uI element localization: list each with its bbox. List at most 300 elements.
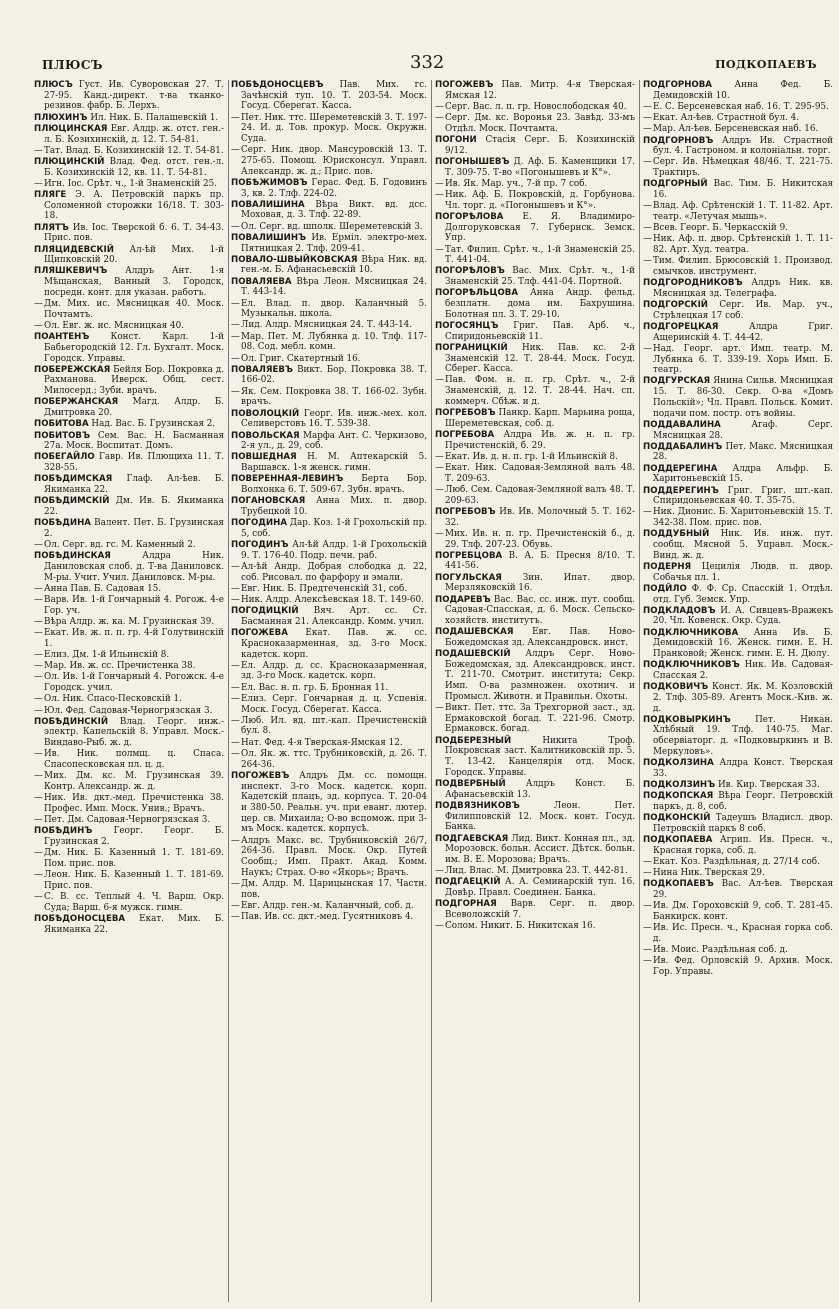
ditto-dash: —	[34, 320, 43, 331]
entry-surname: ПОГОДИНА	[231, 518, 287, 529]
directory-entry	[643, 791, 833, 812]
entry-details: Серг. Дм. кс. Воронья 23. Завѣд. 33-мъ Отдѣл. Моск. Почтамта.	[445, 113, 635, 134]
entry-details: Екат. Коз. Раздѣльная, д. 27/14 соб.	[653, 856, 820, 867]
entry-surname: ПОДЕРНЯ	[643, 561, 692, 572]
directory-entry	[643, 923, 833, 944]
directory-entry	[643, 956, 833, 977]
ditto-dash: —	[34, 661, 43, 672]
entry-surname: ПОДГОРНЫЙ	[643, 179, 708, 190]
entry-details: Екат. Ник. Садовая-Земляной валъ 48. Т. 209-63.	[445, 463, 635, 484]
ditto-dash: —	[231, 911, 240, 922]
entry-surname: ПОГРАНИЦКІЙ	[435, 342, 508, 353]
ditto-dash: —	[643, 507, 652, 518]
directory-entry	[435, 834, 635, 866]
entry-details: Евг. Пав. Ново-Божедомская зд. Александровск. инст.	[445, 627, 635, 648]
entry-details: Ив. Фед. Орловскій 9. Архив. Моск. Гор. Управы.	[653, 956, 833, 977]
entry-details: Ник. Ив. Садовая-Спасская 2.	[653, 660, 833, 681]
entry-details: Як. Сем. Покровка 38. Т. 166-02. Зубн. врачъ.	[241, 386, 427, 408]
ditto-dash: —	[231, 737, 240, 748]
entry-details: Вѣра Викт. вд. дсс. Моховая, д. 3. Тлф. 22-89.	[241, 199, 427, 221]
directory-entry	[34, 650, 224, 661]
ditto-dash: —	[435, 703, 444, 714]
directory-entry	[34, 332, 224, 364]
entry-details: Ол. Ив. 1-й Гончарный 4. Рогожск. 4-е Городск. учил.	[44, 672, 224, 694]
entry-details: Пав. Митр. 4-я Тверская-Ямская 12.	[445, 80, 635, 101]
entry-details: Тадеушъ Владисл. двор. Петровскій паркъ 8 соб.	[653, 813, 833, 834]
directory-entry	[231, 836, 427, 879]
directory-entry	[231, 452, 427, 473]
directory-entry	[34, 661, 224, 672]
entry-details: Берта Бор. Волхонка 6. Т. 509-67. Зубн. врачъ.	[241, 474, 427, 496]
ditto-dash: —	[231, 353, 240, 364]
entry-surname: ПОДГОРЕЦКАЯ	[643, 321, 719, 332]
ditto-dash: —	[435, 463, 444, 474]
directory-entry	[643, 901, 833, 922]
entry-surname: ПОВАЛИШИНЪ	[231, 232, 307, 243]
directory-entry	[643, 562, 833, 583]
entry-details: Мих. Ив. н. п. гр. Пречистенскій б., д. 29. Тлф. 207-23. Обувь.	[445, 528, 635, 550]
column-divider	[639, 80, 640, 1302]
entry-surname: ПОДГОРНОВЪ	[643, 135, 714, 146]
ditto-dash: —	[231, 112, 240, 123]
directory-entry	[643, 201, 833, 222]
entry-details: Вас. Мих. Срѣт. ч., 1-й Знаменскій 25. Тлф. 441-04. Портной.	[445, 266, 635, 288]
directory-entry	[643, 529, 833, 561]
directory-entry	[435, 485, 635, 506]
entry-details: Густ. Ив. Суворовская 27. Т. 27-95. Канд.-директ. т-ва тканко-резинов. фабр. Б. Лерхъ.	[44, 80, 224, 112]
entry-details: Екат. Ив. ж. п. п. гр. 4-й Голутвинскій 1.	[44, 628, 224, 649]
ditto-dash: —	[231, 386, 240, 397]
entry-details: Ив. Як. Мар. уч., 7-й пр. 7 соб.	[445, 178, 588, 189]
directory-entry	[34, 793, 224, 814]
directory-entry	[643, 758, 833, 779]
directory-entry	[34, 595, 224, 616]
entry-details: Пет. Дм. Садовая-Черногрязская 3.	[44, 815, 211, 826]
directory-entry	[435, 113, 635, 134]
directory-entry	[34, 299, 224, 320]
directory-entry	[231, 595, 427, 606]
entry-details: Цецилія Людв. п. двор. Собачья пл. 1.	[653, 561, 833, 583]
entry-details: Серг. Ив. Мар. уч., Стрѣлецкая 17 соб.	[653, 300, 833, 321]
directory-entry	[231, 277, 427, 298]
directory-entry	[34, 694, 224, 705]
entry-details: Нат. Фед. 4-я Тверская-Ямская 12.	[241, 737, 403, 748]
ditto-dash: —	[643, 124, 652, 135]
directory-entry	[435, 595, 635, 627]
entry-details: Алдръ Макс. вс. Трубниковскій 26/7, 264-36. Правл. Моск. Окр. Путей Сообщ.; Имп. Практ. Акад. Комм. Наукъ; Страх. О-во «Якорь»; Врачъ.	[241, 835, 427, 878]
entry-details: Ив. Кир. Тверская 33.	[717, 780, 820, 790]
directory-entry	[435, 463, 635, 484]
entry-surname: ПОДЙЛО	[643, 583, 687, 594]
directory-entry	[435, 921, 635, 932]
directory-entry	[34, 245, 224, 266]
ditto-dash: —	[231, 878, 240, 889]
ditto-dash: —	[231, 660, 240, 671]
entry-details: Алдра Конст. Тверская 33.	[653, 758, 833, 779]
entry-details: Евг. Ник. Б. Предтеченскій 31, соб.	[241, 583, 408, 594]
directory-entry	[435, 573, 635, 594]
entry-surname: ПОБѢДИНСКАЯ	[34, 551, 111, 562]
entry-details: А. А. Семинарскій туп. 16. Довѣр. Правл. Соединен. Банка.	[445, 877, 635, 899]
entry-details: Глаф. Ал-ѣев. Б. Якиманка 22.	[44, 474, 224, 496]
entry-surname: ПОГРЕБОВЪ	[435, 506, 496, 517]
ditto-dash: —	[34, 694, 43, 705]
directory-entry	[231, 606, 427, 627]
running-head-right: ПОДКОПАЕВЪ	[715, 58, 817, 71]
entry-details: Ник. Пав. кс. 2-й Знаменскій 12. Т. 28-44. Моск. Госуд. Сберег. Касса.	[445, 342, 635, 375]
entry-details: Мар. Ив. ж. сс. Пречистенка 38.	[44, 661, 196, 672]
entry-surname: ПОГРЕБОВЪ	[435, 408, 496, 419]
directory-entry	[643, 124, 833, 135]
directory-entry	[643, 157, 833, 178]
directory-entry	[34, 124, 224, 145]
directory-columns	[32, 80, 832, 1305]
directory-entry	[435, 245, 635, 266]
entry-surname: ПОГОНЫШЕВЪ	[435, 156, 510, 167]
ditto-dash: —	[643, 256, 652, 267]
directory-entry	[231, 562, 427, 583]
directory-entry	[34, 628, 224, 649]
entry-details: Ел. Вас. н. п. гр. Б. Бронная 11.	[241, 682, 389, 693]
ditto-dash: —	[231, 298, 240, 309]
ditto-dash: —	[34, 628, 43, 639]
entry-details: Ол. Ник. Спасо-Песковскій 1.	[44, 694, 182, 705]
entry-details: Ел. Влад. п. двор. Каланчный 5. Музыкальн. школа.	[241, 298, 427, 320]
ditto-dash: —	[231, 715, 240, 726]
entry-surname: ПОВАЛЯЕВА	[231, 276, 292, 287]
ditto-dash: —	[231, 835, 240, 846]
entry-details: Э. А. Петровскій паркъ пр. Соломенной сторожки 16/18. Т. 303-18.	[44, 190, 224, 222]
directory-entry	[435, 375, 635, 407]
entry-surname: ПОБИТОВА	[34, 419, 89, 430]
ditto-dash: —	[643, 901, 652, 912]
entry-details: Ив. Ис. Пресн. ч., Красная горка соб. д.	[653, 923, 833, 944]
entry-surname: ПЛЮСЪ	[34, 80, 73, 90]
entry-details: Магд. Алдр. Б. Дмитровка 20.	[44, 397, 224, 419]
entry-details: Стасія Серг. Б. Козихинскій 9/12.	[445, 135, 635, 156]
directory-entry	[231, 113, 427, 145]
entry-details: Дм. Алдр. М. Царицынская 17. Частн. пов.	[241, 878, 427, 900]
entry-surname: ПЛЯТЪ	[34, 222, 69, 233]
entry-surname: ПОБИТОВЪ	[34, 430, 91, 441]
directory-entry	[643, 344, 833, 376]
ditto-dash: —	[435, 113, 444, 124]
ditto-dash: —	[231, 682, 240, 693]
directory-entry	[34, 584, 224, 595]
entry-details: Тат. Филип. Срѣт. ч., 1-й Знаменскій 25. Т. 441-04.	[445, 244, 635, 266]
directory-entry	[231, 738, 427, 749]
ditto-dash: —	[34, 178, 43, 189]
entry-surname: ПОДДУБНЫЙ	[643, 529, 710, 540]
entry-surname: ПОГОНИ	[435, 135, 477, 146]
ditto-dash: —	[435, 178, 444, 189]
entry-details: Ол. Як. ж. ттс. Трубниковскій, д. 26. Т. 264-36.	[241, 748, 427, 770]
entry-details: Вас. Тим. Б. Никитская 16.	[653, 179, 833, 201]
entry-surname: ПОДГУРСКАЯ	[643, 376, 711, 387]
directory-entry	[231, 387, 427, 408]
entry-details: Янина Сильв. Мясницкая 15. Т. 86-30. Секр. О-ва «Домъ Польскій»; Чл. Правл. Польск. Комит. подачи пом. постр. отъ войны.	[653, 376, 833, 419]
ditto-dash: —	[34, 892, 43, 903]
entry-details: Алдръ Ив. Страстной бул. 4. Гастроном. и колоніальн. торг.	[653, 135, 833, 157]
ditto-dash: —	[643, 343, 652, 354]
entry-details: Ник. Алдр. Алексѣевская 18. Т. 149-60.	[241, 595, 424, 606]
entry-details: Анна Андр. фельд. безплатн. дома им. Бахрушина. Болотная пл. 3. Т. 29-10.	[445, 288, 635, 320]
entry-surname: ПОБѢДИНСКІЙ	[34, 716, 109, 727]
directory-entry	[435, 866, 635, 877]
entry-details: Нина Ник. Тверская 29.	[653, 868, 765, 879]
entry-details: Конст. Карл. 1-й Бабьегородскій 12. Гл. Бухгалт. Моск. Городск. Управы.	[44, 332, 224, 364]
directory-entry	[34, 617, 224, 628]
directory-entry	[34, 452, 224, 473]
ditto-dash: —	[231, 595, 240, 606]
directory-entry	[34, 914, 224, 935]
entry-details: Екат. Ив. д. н. п. гр. 1-й Ильинскій 8.	[445, 451, 618, 462]
entry-details: Мар. Ал-ѣев. Берсеневская наб. 16.	[653, 124, 819, 135]
entry-details: Солом. Никит. Б. Никитская 16.	[445, 921, 596, 932]
entry-details: Ол. Евг. ж. ис. Мясницкая 40.	[44, 320, 184, 331]
entry-surname: ПОБЕГАЙЛО	[34, 452, 95, 463]
ditto-dash: —	[643, 868, 652, 879]
directory-entry	[34, 771, 224, 792]
directory-entry	[231, 540, 427, 561]
entry-details: Варв. Ив. 1-й Гончарный 4. Рогож. 4-е Гор. уч.	[44, 595, 224, 616]
directory-entry	[34, 80, 224, 112]
directory-entry	[231, 409, 427, 430]
entry-details: Мих. Дм. кс. М. Грузинская 39. Контр. Александр. ж. д.	[44, 771, 224, 792]
entry-details: Евг. Алдр. ж. отст. ген.-л. Б. Козихинскій, д. 12. Т. 54-81.	[44, 123, 224, 145]
directory-entry	[231, 474, 427, 495]
directory-entry	[435, 507, 635, 528]
entry-surname: ПОБѢДИНА	[34, 518, 91, 529]
directory-entry	[34, 749, 224, 770]
entry-details: Никита Троф. Покровская заст. Калитниковскій пр. 5. Т. 13-42. Канцелярія отд. Моск. Городск. Управы.	[445, 735, 635, 778]
directory-entry	[231, 901, 427, 912]
ditto-dash: —	[34, 583, 43, 594]
entry-details: Елиз. Дм. 1-й Ильинскій 8.	[44, 650, 170, 661]
entry-details: Ив. Ив. Молочный 5. Т. 162-32.	[445, 506, 635, 528]
directory-entry	[231, 496, 427, 517]
directory-entry	[643, 376, 833, 419]
entry-surname: ПЛЮЦИНСКІЙ	[34, 156, 105, 167]
ditto-dash: —	[643, 856, 652, 867]
directory-entry	[231, 584, 427, 595]
entry-details: Леон. Ник. Б. Казенный 1. Т. 181-69. Прис. пов.	[44, 870, 224, 891]
entry-details: Ник. Аф. п. двор. Срѣтенскій 1. Т. 11-82. Арт. Худ. театра.	[653, 234, 833, 256]
entry-details: Ник. Ив. дкт.-мед. Пречистенка 38. Профес. Имп. Моск. Унив.; Врачъ.	[44, 793, 224, 814]
entry-details: Дар. Коз. 1-й Грохольскій пр. 5, соб.	[241, 518, 427, 539]
entry-surname: ПОДДЕРЕГИНА	[643, 463, 718, 474]
entry-details: Зин. Ипат. двор. Мерзляковскій 16.	[445, 572, 635, 594]
ditto-dash: —	[34, 749, 43, 760]
entry-surname: ПОДКОПАЕВА	[643, 835, 713, 846]
directory-entry	[643, 464, 833, 485]
directory-entry	[231, 716, 427, 737]
entry-surname: ПОГУЛЬСКАЯ	[435, 572, 502, 583]
directory-entry	[231, 233, 427, 254]
entry-details: Анна Пав. Б. Садовая 15.	[44, 583, 162, 594]
entry-details: Пав. Фом. н. п. гр. Срѣт. ч., 2-й Знаменскій, д. 12. Т. 28-44. Нач. сп. коммерч. Сбѣж. и д.	[445, 375, 635, 407]
ditto-dash: —	[34, 870, 43, 881]
ditto-dash: —	[435, 866, 444, 877]
entry-details: Ал-ѣй Мих. 1-й Щипковскій 20.	[44, 244, 224, 266]
entry-surname: ПОДКОВИЧЪ	[643, 682, 709, 693]
ditto-dash: —	[34, 650, 43, 661]
directory-entry	[231, 178, 427, 199]
entry-surname: ПОБЕРЖАНСКАЯ	[34, 397, 119, 408]
column-divider	[228, 80, 229, 1302]
entry-surname: ПОДКОЛЗИНЪ	[643, 780, 716, 790]
ditto-dash: —	[435, 485, 444, 496]
entry-surname: ПОГОРѢЛЬЦОВА	[435, 288, 518, 299]
entry-details: Серг. Ник. двор. Мансуровскій 13. Т. 275-65. Помощ. Юрисконсул. Управл. Александр. ж. д.; Прис. пов.	[241, 145, 427, 177]
directory-entry	[643, 179, 833, 200]
ditto-dash: —	[435, 244, 444, 255]
entry-surname: ПОДКЛАДОВЪ	[643, 605, 716, 616]
entry-details: Лид. Алдр. Мясницкая 24. Т. 443-14.	[241, 320, 413, 331]
directory-entry	[643, 857, 833, 868]
ditto-dash: —	[231, 221, 240, 232]
entry-details: Над. Георг. арт. Имп. театр. М. Лубянка 6. Т. 339-19. Хорь Имп. Б. театр.	[653, 343, 833, 376]
directory-entry	[435, 80, 635, 101]
directory-entry	[643, 507, 833, 528]
directory-entry	[231, 771, 427, 835]
directory-entry	[435, 649, 635, 703]
directory-entry	[643, 606, 833, 627]
directory-entry	[643, 278, 833, 299]
entry-details: Ф. Ф. Ср. Спасскій 1. Отдѣл. отд. Губ. Земск. Упр.	[653, 583, 833, 605]
entry-details: Влад. Аф. Срѣтенскій 1. Т. 11-82. Арт. театр. «Летучая мышь».	[653, 201, 833, 222]
entry-details: Вѣра Георг. Петровскій паркъ, д. 8, соб.	[653, 791, 833, 812]
directory-entry	[34, 551, 224, 583]
directory-entry	[34, 365, 224, 397]
entry-surname: ПОДБЕРЕЗНЫЙ	[435, 735, 512, 746]
directory-entry	[435, 102, 635, 113]
ditto-dash: —	[435, 451, 444, 462]
entry-surname: ПОДГОРСКІЙ	[643, 300, 708, 311]
directory-entry	[643, 223, 833, 234]
directory-entry	[643, 584, 833, 605]
directory-entry	[643, 136, 833, 157]
entry-surname: ПОДДАБАЛИНЪ	[643, 441, 723, 452]
entry-details: Тим. Филип. Брюсовскій 1. Производ. смычков. инструмент.	[653, 256, 833, 277]
directory-entry	[34, 266, 224, 298]
directory-entry	[231, 518, 427, 539]
entry-details: Алдръ Конст. Б. Афанасьевскій 13.	[445, 779, 635, 800]
entry-details: Ник. Ив. инж. пут. сообщ. Мясной 5. Управл. Моск.-Винд. ж. д.	[653, 529, 833, 561]
entry-surname: ПОДГОРНОВА	[643, 80, 712, 90]
entry-surname: ПОДКОВЫРКИНЪ	[643, 714, 731, 725]
directory-entry	[231, 299, 427, 320]
directory-entry	[231, 255, 427, 276]
entry-details: Агрип. Ив. Пресн. ч., Красная горка, соб. д.	[653, 835, 833, 856]
directory-entry	[34, 190, 224, 222]
directory-entry	[34, 815, 224, 826]
directory-entry	[34, 397, 224, 418]
directory-entry	[435, 899, 635, 920]
directory-column-2	[231, 80, 427, 1305]
ditto-dash: —	[435, 101, 444, 112]
entry-surname: ПОДГАЕВСКАЯ	[435, 833, 509, 844]
directory-entry	[643, 442, 833, 463]
entry-details: Пав. Мих. гс. Зачѣнскій туп. 10. Т. 203-54. Моск. Госуд. Сберегат. Касса.	[241, 80, 427, 112]
column-divider	[431, 80, 432, 1302]
entry-surname: ПЛЯГЕ	[34, 190, 67, 201]
entry-surname: ПОАНТЕНЪ	[34, 332, 90, 343]
entry-details: Влад. Фед. отст. ген.-л. Б. Козихинскій 12, кв. 11. Т. 54-81.	[44, 156, 224, 178]
entry-details: Юл. Фед. Садовая-Черногрязская 3.	[44, 705, 213, 716]
directory-entry	[231, 879, 427, 900]
entry-details: Конст. Як. М. Козловскій 2. Тлф. 305-89. Агентъ Моск.-Кив. ж. д.	[653, 682, 833, 714]
directory-entry	[435, 703, 635, 735]
directory-entry	[231, 628, 427, 660]
entry-details: Ал-ѣй Андр. Добрая слободка д. 22, соб. Рисовал. по фарфору и эмали.	[241, 561, 427, 583]
entry-details: Дм. Мих. ис. Мясницкая 40. Моск. Почтамтъ.	[44, 299, 224, 320]
entry-details: Елиз. Серг. Гончарная д. ц. Успенія. Моск. Госуд. Сберегат. Касса.	[241, 693, 427, 715]
directory-entry	[34, 157, 224, 178]
entry-details: Вѣра Ник. вд. ген.-м. Б. Афанасьевскій 10.	[241, 254, 427, 276]
directory-entry	[643, 322, 833, 343]
entry-details: Дм. Ник. Б. Казенный 1. Т. 181-69. Пом. прис. пов.	[44, 848, 224, 869]
entry-details: Вѣра Леон. Мясницкая 24. Т. 443-14.	[241, 276, 427, 298]
entry-details: Ол. Серг. вд. гс. М. Каменный 2.	[44, 540, 196, 551]
entry-surname: ПОДВЕРБНЫЙ	[435, 779, 506, 789]
directory-entry	[34, 717, 224, 749]
entry-details: Ел. Алдр. д. сс. Красноказарменная, зд. 3-го Моск. кадетск. корп.	[241, 660, 427, 682]
entry-surname: ПОБѢДИМСКАЯ	[34, 474, 113, 485]
directory-entry	[34, 496, 224, 517]
entry-details: Лид. Влас. М. Дмитровка 23. Т. 442-81.	[445, 866, 628, 877]
ditto-dash: —	[643, 201, 652, 212]
entry-surname: ПОВАЛИШИНА	[231, 199, 305, 210]
directory-entry	[643, 879, 833, 900]
ditto-dash: —	[34, 815, 43, 826]
directory-entry	[34, 419, 224, 430]
entry-details: Леон. Пет. Филипповскій 12. Моск. конт. Госуд. Банка.	[445, 800, 635, 833]
ditto-dash: —	[643, 223, 652, 234]
directory-entry	[34, 431, 224, 452]
entry-details: Евг. Алдр. ген.-м. Каланчный, соб. д.	[241, 900, 414, 911]
directory-entry	[643, 234, 833, 255]
ditto-dash: —	[643, 945, 652, 956]
ditto-dash: —	[231, 693, 240, 704]
directory-entry	[231, 365, 427, 386]
directory-entry	[231, 80, 427, 112]
directory-entry	[435, 157, 635, 178]
directory-entry	[435, 529, 635, 550]
entry-details: Пет. Макс. Мясницкая 28.	[653, 441, 833, 463]
entry-details: Викт. Бор. Покровка 38. Т. 166-02.	[241, 364, 427, 386]
directory-entry	[231, 354, 427, 365]
entry-details: Марфа Ант. С. Черкизово, 2-я ул., д. 29, соб.	[241, 430, 427, 452]
directory-entry	[231, 200, 427, 221]
ditto-dash: —	[34, 540, 43, 551]
directory-entry	[231, 749, 427, 770]
directory-entry	[435, 212, 635, 244]
entry-details: Люб. Сем. Садовая-Земляной валъ 48. Т. 209-63.	[445, 485, 635, 506]
entry-details: Екат. Пав. ж. сс. Красноказарменная, зд. 3-го Моск. кадетск. корп.	[241, 628, 427, 660]
entry-surname: ПОВАЛЯЕВЪ	[231, 364, 293, 375]
directory-column-3	[435, 80, 635, 1305]
directory-entry	[435, 179, 635, 190]
directory-entry	[435, 321, 635, 342]
entry-details: Тат. Влад. Б. Козихинскій 12. Т. 54-81.	[44, 145, 224, 156]
entry-surname: ПОБѢДИНЪ	[34, 826, 93, 837]
entry-details: С. В. сс. Теплый 4. Ч. Варш. Окр. Суда; Варш. 6-я мужск. гимн.	[44, 892, 224, 913]
entry-details: Над. Вас. Б. Грузинская 2.	[91, 419, 216, 430]
entry-details: В. А. Б. Пресня 8/10. Т. 441-56.	[445, 550, 635, 572]
ditto-dash: —	[435, 528, 444, 539]
entry-surname: ПОВАЛО-ШВЫЙКОВСКАЯ	[231, 254, 358, 265]
